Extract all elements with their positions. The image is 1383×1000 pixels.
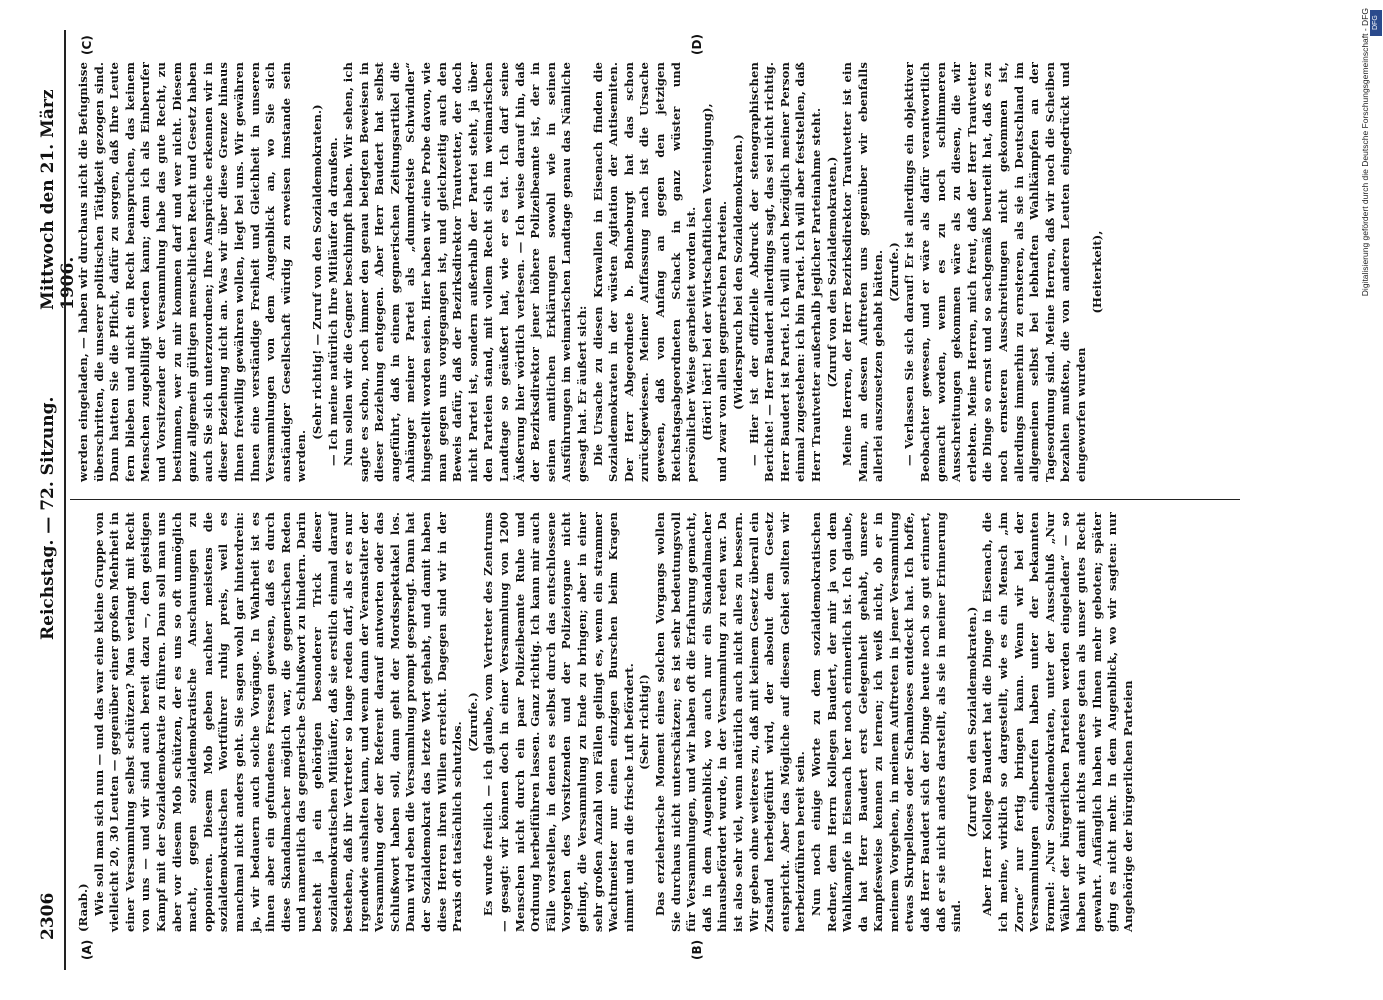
session-title: Reichstag. — 72. Sitzung. — [38, 396, 58, 640]
paragraph: Meine Herren, der Herr Bezirksdirektor Trautvetter ist ein Mann, an dessen Auftreten uns gegenüber wir ebenfalls allerlei auszusetzen gehabt hätten. — [840, 62, 886, 482]
marker-b: (B) — [690, 939, 704, 960]
interjection: (Zurufe.) — [886, 242, 901, 302]
digitization-note: Digitalisierung gefördert durch die Deutsche Forschungsgemeinschaft - DFG — [1360, 8, 1370, 297]
paragraph: Wie soll man sich nun — und das war eine kleine Gruppe von vielleicht 20, 30 Leuten — gegenüber einer großen Mehrheit in einer Versammlung selbst schützen? Man verlangt mit Recht von uns — und wir sind auch bereit dazu —, den geistigen Kampf mit der Sozialdemokratie zu führen. Dann soll man uns aber vor diesem Mob schützen, der es uns so oft unmöglich macht, gegen sozialdemokratische Anschauungen zu opponieren. Diesem Mob geben nachher meistens die sozialdemokratischen Wortführer ruhig preis, weil es manchmal nicht anders geht. Sie sagen wohl gar hinterdrein: ja, wir bedauern auch solche Vorgänge. In Wahrheit ist es ihnen aber ein gefundenes Fressen gewesen, daß es durch diese Skandalmacher möglich war, die gegnerischen Reden und namentlich das gegnerische Schlußwort zu hindern. Darin besteht ja ein gehörigen besonderer Trick dieser sozialdemokratischen Mitläufer, daß sie erstlich einmal darauf bestehen, daß ihr Vertreter so lange reden darf, als er es nur irgendwie aushalten kann, und wenn dann der Veranstalter der Versammlung oder der Referent darauf antworten oder das Schlußwort haben soll, dann geht der Mordsspektakel los. Dann wird eben die Versammlung prompt gesprengt. Dann hat der Sozialdemokrat das letzte Wort gehabt, und damit haben diese Herren ihren Willen erreicht. Dagegen sind wir in der Praxis oft tatsächlich schutzlos. — [91, 512, 465, 932]
paragraph: — Verlassen Sie sich darauf! Er ist allerdings ein objektiver Beobachter gewesen, und er wäre als dafür verantwortlich gemacht worden, wenn es zu noch schlimmeren Ausschreitungen gekommen wäre als zu diesen, die wir erlebten. Meine Herren, mich freut, daß der Herr Trautvetter die Dinge so ernst und so sachgemäß beurteilt hat, daß es zu noch ernsteren Ausschreitungen nicht gekommen ist, allerdings immerhin zu ernsteren, als sie in Deutschland im allgemeinen selbst bei lebhaften Wahlkämpfen an der Tagesordnung sind. Meine Herren, daß wir noch die Scheiben bezahlen mußten, die von anderen Leuten eingedrückt und eingeworfen wurden — [902, 62, 1088, 482]
paragraph: — Ich meine natürlich Ihre Mitläufer da draußen. — [325, 137, 340, 466]
interjection: (Widerspruch bei den Sozialdemokraten.) — [730, 134, 745, 410]
interjection: (Zuruf von den Sozialdemokraten.) — [824, 156, 839, 388]
marker-c: (C) — [80, 35, 94, 55]
interjection: (Hört! hört! bei der Wirtschaftlichen Vereinigung), — [699, 103, 714, 441]
interjection: (Zurufe.) — [465, 692, 480, 752]
paragraph: Es wurde freilich — ich glaube, vom Vertreter des Zentrums — gesagt: wir können doch in einer Versammlung von 1200 Menschen nicht durch ein paar Polizeibeamte Ruhe und Ordnung herbeiführen lassen. Ganz richtig. Ich kann mir auch Fälle vorstellen, in denen es selbst durch das entschlossene Vorgehen des Vorsitzenden und der Polizeiorgane nicht gelingt, die Versammlung zu Ende zu bringen; aber in einer sehr großen Anzahl von Fällen gelingt es, wenn ein strammer Wachtmeister nur einen einzigen Burschen beim Kragen nimmt und an die frische Luft befördert. — [481, 512, 636, 932]
column-divider — [70, 499, 1240, 500]
marker-a: (A) — [80, 939, 94, 960]
digitization-sidebar — [1358, 8, 1380, 994]
speaker-name: (Raab.) — [76, 883, 90, 932]
interjection: (Heiterkeit), — [1089, 230, 1104, 314]
paragraph: Nun sollen wir die Gegner beschimpft haben. Wir sehen, ich sagte es schon, noch immer den genau belegten Beweisen in dieser Beziehung entgegen. Aber Herr Baudert hat selbst angeführt, daß in einem gegnerischen Zeitungsartikel die Anhänger meiner Partei als „dummdreiste Schwindler“ hingestellt worden seien. Hier haben wir eine Probe davon, wie man gegen uns vorgegangen ist, und gleichzeitig auch den Beweis dafür, daß der Bezirksdirektor Trautvetter, der doch nicht Partei ist, sondern außerhalb der Partei steht, ja über den Parteien stand, mit vollem Recht sich im weimarischen Landtage so geäußert hat, wie er es tat. Ich darf seine Äußerung hier wörtlich verlesen. — Ich weise darauf hin, daß der Bezirksdirektor jener höhere Polizeibeamte ist, der in seinen amtlichen Erklärungen sowohl wie in seinen Ausführungen im weimarischen Landtage genau das Nämliche gesagt hat. Er äußert sich: — [341, 62, 589, 482]
interjection: (Zuruf von den Sozialdemokraten.) — [964, 606, 979, 838]
interjection: (Sehr richtig!) — [637, 674, 652, 770]
interjection: (Sehr richtig! — Zuruf von den Sozialdemokraten.) — [309, 104, 324, 440]
dfg-logo: DFG — [1370, 10, 1382, 36]
marker-d: (D) — [690, 34, 704, 55]
right-column — [76, 62, 1240, 482]
page-number: 2306 — [38, 892, 58, 940]
header-rule — [64, 30, 66, 970]
paragraph: Das erzieherische Moment eines solchen Vorgangs wollen Sie durchaus nicht unterschätzen; es ist sehr bedeutungsvoll für Versammlungen, und wir haben oft die Erfahrung gemacht, daß in dem Augenblick, wo auch nur ein Skandalmacher hinausbefördert wurde, in der Versammlung zu reden war. Da ist also sehr viel, wenn natürlich auch nicht alles zu bessern. Wir geben ohne weiteres zu, daß mit keinem Gesetz überall ein Zustand herbeigeführt wird, der absolut dem Gesetz entspricht. Aber das Mögliche auf diesem Gebiet sollten wir herbeizuführen bereit sein. — [652, 512, 808, 932]
paragraph: werden eingeladen, — haben wir durchaus nicht die Befugnisse überschritten, die unserer politischen Tätigkeit gezogen sind. Dann hatten Sie die Pflicht, dafür zu sorgen, daß Ihre Leute fern blieben und nicht ein Recht beanspruchen, das keinem Menschen zugebilligt werden kann; denn ich als Einberufer und Vorsitzender der Versammlung habe das gute Recht, zu bestimmen, wer zu mir kommen darf und wer nicht. Diesem ganz allgemein gültigen menschlichen Recht und Gesetz haben auch Sie sich unterzuordnen; Ihre Ansprüche erkennen wir in dieser Beziehung nicht an. Was wir über diese Grenze hinaus Ihnen freiwillig gewähren wollen, liegt bei uns. Wir gewähren Ihnen eine verständige Freiheit und Gleichheit in unseren Versammlungen von dem Augenblick an, wo Sie sich anständiger Gesellschaft würdig zu erweisen imstande sein werden. — [76, 62, 309, 482]
paragraph: — Hier ist der offizielle Abdruck der stenographischen Berichte! — Herr Baudert allerdings sagt, das sei nicht richtig. Herr Baudert ist Partei. Ich will auch bezüglich meiner Person einmal zugestehen: ich bin Partei. Ich will aber feststellen, daß Herr Trautvetter außerhalb jeglicher Parteinahme steht. — [746, 62, 823, 482]
paragraph: Die Ursache zu diesen Krawallen in Eisenach finden die Sozialdemokraten in der wüsten Agitation der Antisemiten. Der Herr Abgeordnete b. Bohneburgt hat das schon zurückgewiesen. Meiner Auffassung nach ist die Ursache gewesen, daß von Anfang an gegen den jetzigen Reichstagsabgeordneten Schack in ganz wüster und persönlicher Weise gearbeitet worden ist. — [590, 62, 699, 482]
date-line: Mittwoch den 21. März 1906. — [38, 89, 78, 310]
left-column — [76, 512, 1240, 932]
paragraph: Nun noch einige Worte zu dem sozialdemokratischen Redner, dem Herrn Kollegen Baudert, der mir ja von dem Wahlkampfe in Eisenach her noch erinnerlich ist. Ich glaube, da hat Herr Baudert erst Gelegenheit gehabt, unsere Kampfesweise kennen zu lernen; ich weiß nicht, ob er in meinem Vorgehen, in meinem Auftreten in jener Versammlung etwas Skrupelloses oder Schamloses entdeckt hat. Ich hoffe, daß Herr Baudert sich der Dinge heute noch so gut erinnert, daß er sie nicht anders darstellt, als sie in meiner Erinnerung sind. — [808, 512, 964, 932]
paragraph: Aber Herr Kollege Baudert hat die Dinge in Eisenach, die ich meine, wirklich so dargestellt, wie es ein Mensch „im Zorne“ nur fertig bringen kann. Wenn wir bei der Versammlungen einberufen haben unter der bekannten Formel: „Nur Sozialdemokraten, unter der Ausschluß „Nur Wähler der bürgerlichen Parteien werden eingeladen“ — so haben wir damit nichts anderes getan als unser gutes Recht gewahrt. Anfänglich haben wir Ihnen mehr geboten; später ging es nicht mehr. In dem Augenblick, wo wir sagten: nur Angehörige der bürgerlichen Parteien — [980, 512, 1135, 932]
paragraph: und zwar von allen gegnerischen Parteien. — [715, 200, 730, 482]
